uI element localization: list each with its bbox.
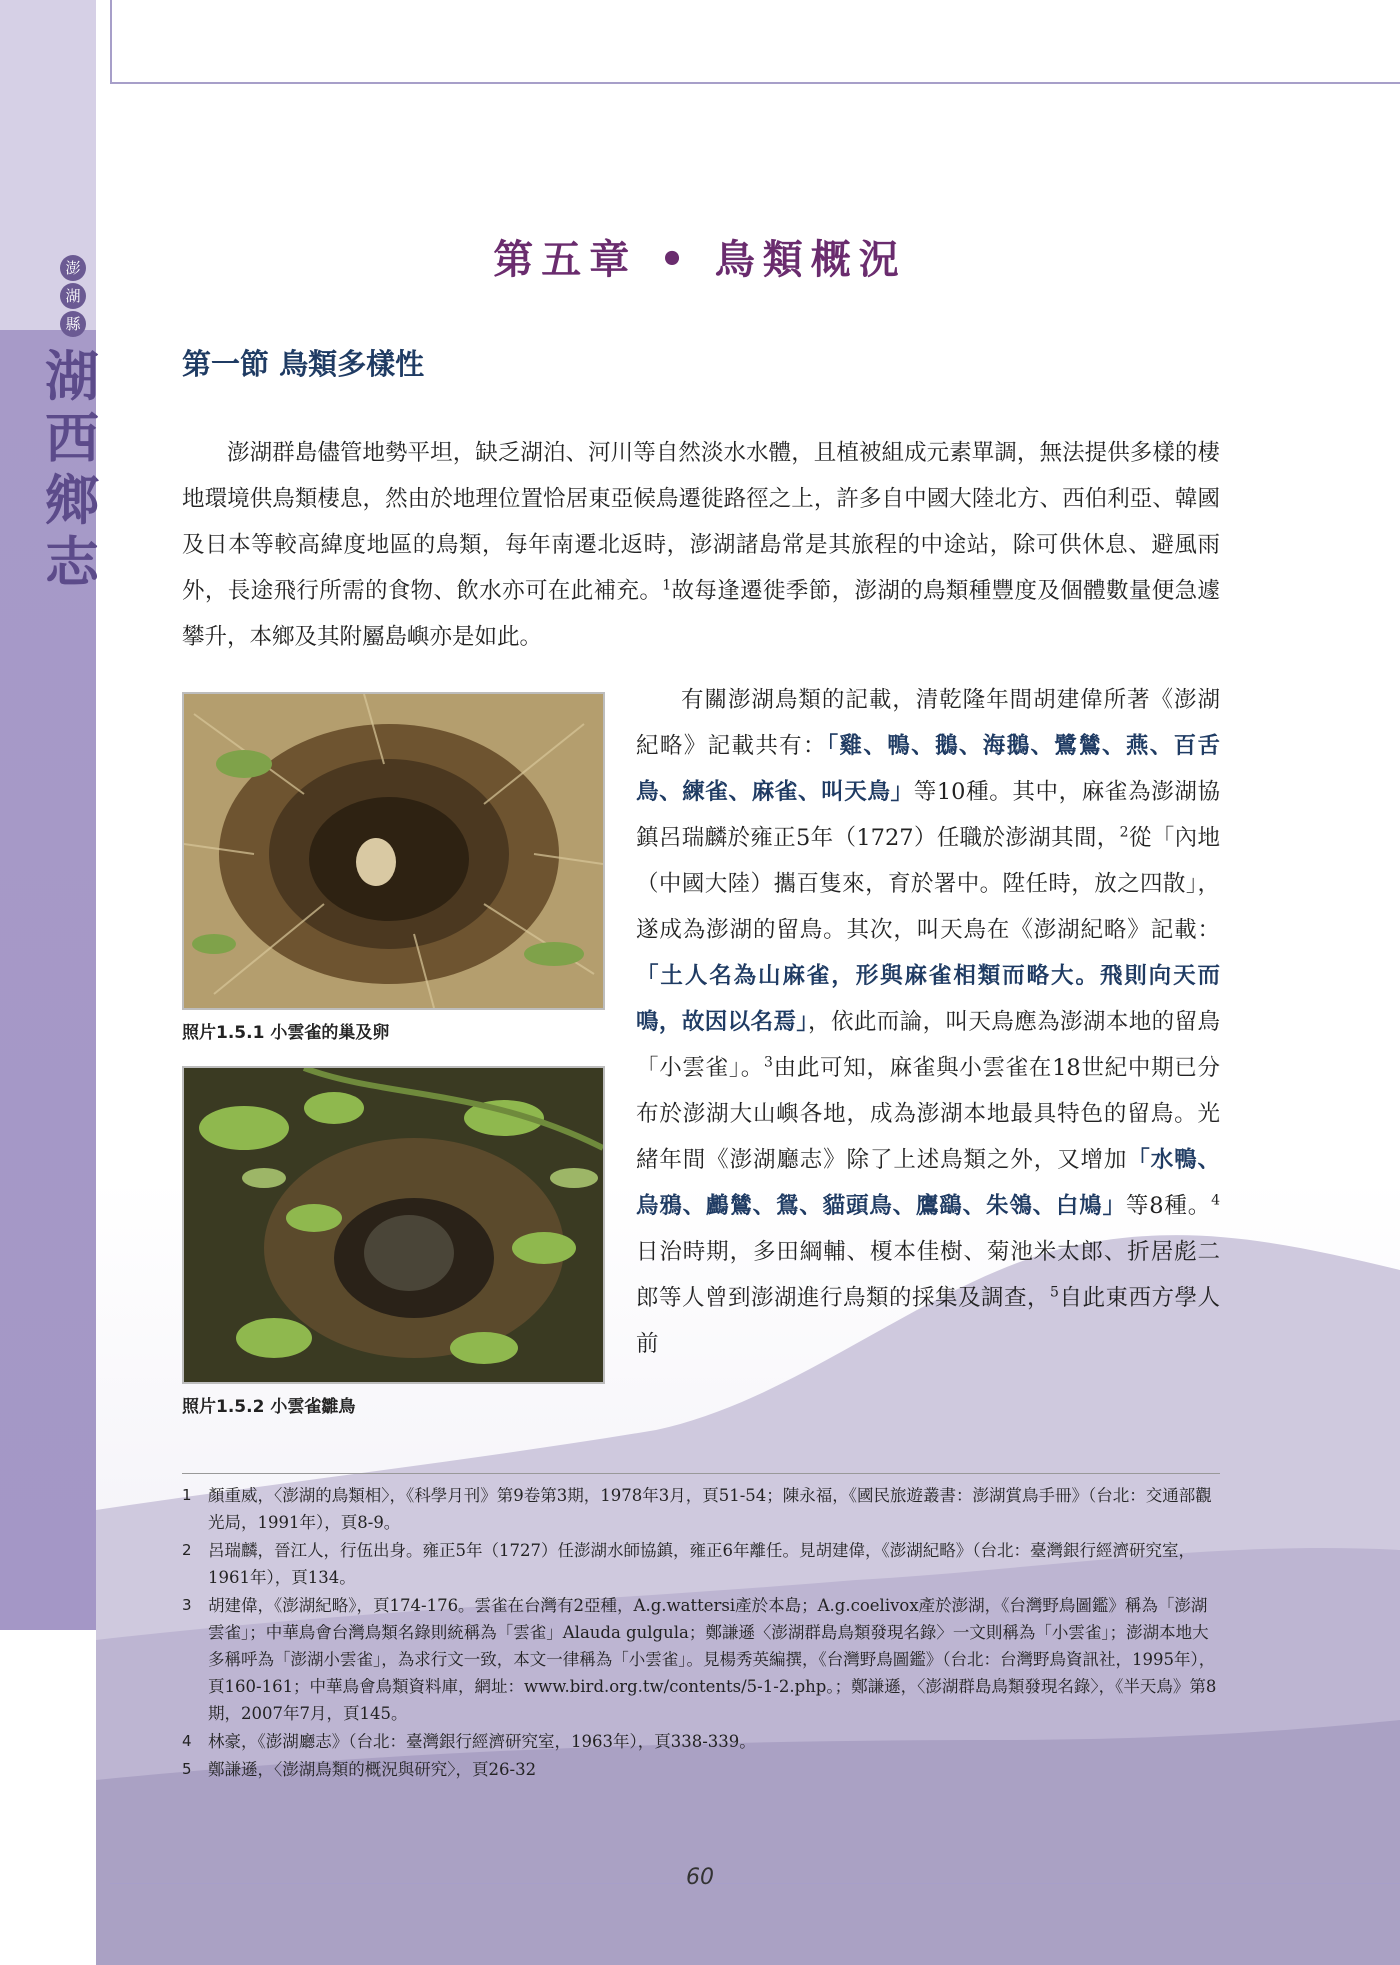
body-paragraph-2: 有關澎湖鳥類的記載，清乾隆年間胡建偉所著《澎湖紀略》記載共有：「雞、鴨、鵝、海鵝、鷺鷥、燕、百舌鳥、練雀、麻雀、叫天鳥」等10種。其中，麻雀為澎湖協鎮呂瑞麟於雍正5年（1727）任職於澎湖其間，$^2$從「內地（中國大陸）攜百隻來，育於署中。陞任時，放之四散」，遂成為澎湖的留鳥。其次，叫天鳥在《澎湖紀略》記載：「土人名為山麻雀，形與麻雀相類而略大。飛則向天而鳴，故因以名焉」，依此而論，叫天鳥應為澎湖本地的留鳥「小雲雀」。$^3$由此可知，麻雀與小雲雀在18世紀中期已分布於澎湖大山嶼各地，成為澎湖本地最具特色的留鳥。光緒年間《澎湖廳志》除了上述鳥類之外，又增加「水鴨、烏鴉、鸕鷥、鴛、貓頭鳥、鷹鷂、朱鴒、白鳩」等8種。$^4$日治時期，多田綱輔、榎本佳樹、菊池米太郎、折居彪二郎等人曾到澎湖進行鳥類的採集及調查，$^5$自此東西方學人前 <box>636 687 1220 1357</box>
title-char: 西 <box>45 406 99 470</box>
footnote-number: 3 <box>182 1596 192 1614</box>
footnote-text: 鄭謙遜，〈澎湖鳥類的概況與研究〉，頁26-32 <box>208 1760 537 1779</box>
book-title-vertical <box>42 345 102 593</box>
header-vertical-rule <box>110 0 112 84</box>
quoted-bird-list: 「雞、鴨、鵝、海鵝、鷺鷥、燕、百舌鳥、練雀、麻雀、叫天鳥」 <box>636 733 1220 805</box>
footnote <box>182 1482 1220 1536</box>
footnote-rule <box>182 1473 1220 1474</box>
footnotes <box>182 1482 1220 1784</box>
footnote <box>182 1728 1220 1755</box>
footnote-number: 1 <box>182 1486 192 1504</box>
footnote-text: 顏重威，〈澎湖的鳥類相〉，《科學月刊》第9卷第3期，1978年3月，頁51-54；陳永福，《國民旅遊叢書：澎湖賞鳥手冊》（台北：交通部觀光局，1991年），頁8-9。 <box>208 1486 1212 1532</box>
footnote-number: 4 <box>182 1732 192 1750</box>
photo-chick <box>182 1066 605 1384</box>
body-paragraph-1: 澎湖群島儘管地勢平坦，缺乏湖泊、河川等自然淡水水體，且植被組成元素單調，無法提供多樣的棲地環境供鳥類棲息，然由於地理位置恰居東亞候鳥遷徙路徑之上，許多自中國大陸北方、西伯利亞、韓國及日本等較高緯度地區的鳥類，每年南遷北返時，澎湖諸島常是其旅程的中途站，除可供休息、避風雨外，長途飛行所需的食物、飲水亦可在此補充。$^1$故每逢遷徙季節，澎湖的鳥類種豐度及個體數量便急遽攀升，本鄉及其附屬島嶼亦是如此。 <box>182 440 1220 650</box>
photo-caption: 照片1.5.2 小雲雀雛鳥 <box>182 1397 356 1417</box>
chapter-title: 第五章 • 鳥類概況 <box>493 236 907 283</box>
footnote-text: 林豪，《澎湖廳志》（台北：臺灣銀行經濟研究室，1963年），頁338-339。 <box>208 1732 756 1751</box>
title-char: 志 <box>45 530 99 594</box>
footnote <box>182 1756 1220 1783</box>
photo-caption: 照片1.5.1 小雲雀的巢及卵 <box>182 1023 390 1043</box>
footnote-number: 2 <box>182 1541 192 1559</box>
section-title: 第一節 鳥類多樣性 <box>182 347 425 381</box>
header-rule <box>110 82 1400 84</box>
footnote-text: 胡建偉，《澎湖紀略》，頁174-176。雲雀在台灣有2亞種，A.g.wattersi產於本島；A.g.coelivox產於澎湖，《台灣野鳥圖鑑》稱為「澎湖雲雀」；中華鳥會台灣鳥類名錄則統稱為「雲雀」Alauda gulgula；鄭謙遜〈澎湖群島鳥類發現名錄〉一文則稱為「小雲雀」；澎湖本地大多稱呼為「澎湖小雲雀」，為求行文一致，本文一律稱為「小雲雀」。見楊秀英編撰，《台灣野鳥圖鑑》（台北：台灣野鳥資訊社，1995年），頁160-161；中華鳥會鳥類資料庫，網址：www.bird.org.tw/contents/5-1-2.php。；鄭謙遜，〈澎湖群島鳥類發現名錄〉，《半天鳥》第8期，2007年7月，頁145。 <box>208 1596 1217 1723</box>
footnote-ref: 3 <box>764 1054 773 1071</box>
footnote-ref: 5 <box>1050 1284 1059 1301</box>
footnote-number: 5 <box>182 1760 192 1778</box>
photo-nest-egg <box>182 692 605 1010</box>
footnote-ref: 2 <box>1119 824 1129 841</box>
quoted-bird-list: 「水鴨、烏鴉、鸕鷥、鴛、貓頭鳥、鷹鷂、朱鴒、白鳩」 <box>636 1147 1220 1219</box>
county-char: 縣 <box>60 311 86 337</box>
quoted-text: 「土人名為山麻雀，形與麻雀相類而略大。飛則向天而鳴，故因以名焉」 <box>636 963 1220 1035</box>
title-char: 鄉 <box>45 468 99 532</box>
footnote-ref: 1 <box>662 577 672 594</box>
footnote <box>182 1537 1220 1591</box>
county-char: 湖 <box>60 283 86 309</box>
footnote-text: 呂瑞麟，晉江人，行伍出身。雍正5年（1727）任澎湖水師協鎮，雍正6年離任。見胡建偉，《澎湖紀略》（台北：臺灣銀行經濟研究室，1961年），頁134。 <box>208 1541 1195 1587</box>
footnote <box>182 1592 1220 1727</box>
county-char: 澎 <box>60 255 86 281</box>
page-number: 60 <box>686 1865 714 1890</box>
title-char: 湖 <box>45 344 99 408</box>
footnote-ref: 4 <box>1211 1192 1220 1209</box>
